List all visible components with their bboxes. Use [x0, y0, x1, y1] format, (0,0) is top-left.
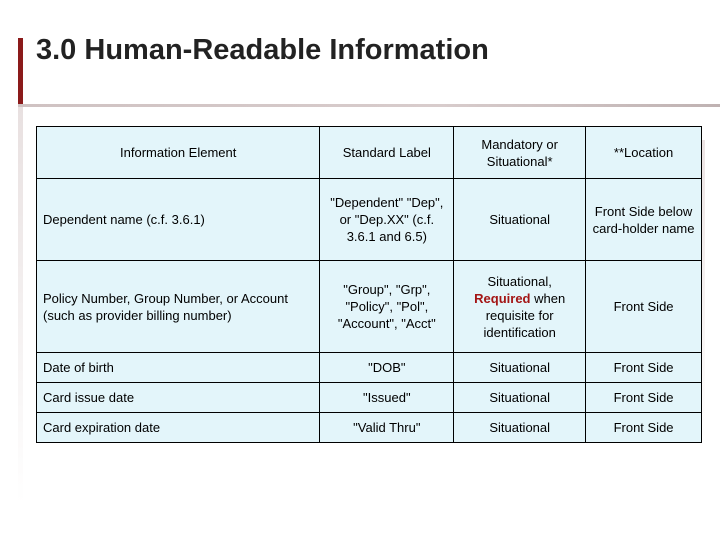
cell-standard-label: "Issued" [320, 383, 454, 413]
cell-standard-label: "DOB" [320, 353, 454, 383]
accent-bar-fade [18, 104, 23, 504]
table-row [37, 413, 702, 443]
cell-location: Front Side [586, 353, 702, 383]
cell-element: Policy Number, Group Number, or Account (such as provider billing number) [37, 261, 320, 353]
header-standard-label: Standard Label [320, 127, 454, 179]
cell-standard-label: "Dependent" "Dep", or "Dep.XX" (c.f. 3.6.1 and 6.5) [320, 179, 454, 261]
requirement-prefix: Situational, [487, 273, 552, 289]
cell-location: Front Side [586, 261, 702, 353]
header-mandatory-situational: Mandatory or Situational* [454, 127, 586, 179]
cell-requirement: Situational [454, 353, 586, 383]
cell-location: Front Side [586, 413, 702, 443]
requirement-emphasis: Required [474, 290, 531, 306]
cell-element: Date of birth [37, 353, 320, 383]
title-divider [18, 104, 720, 107]
cell-requirement: Situational [454, 179, 586, 261]
cell-location: Front Side [586, 383, 702, 413]
cell-element: Dependent name (c.f. 3.6.1) [37, 179, 320, 261]
cell-standard-label: "Valid Thru" [320, 413, 454, 443]
info-table [36, 126, 702, 443]
table-row [37, 179, 702, 261]
cell-standard-label: "Group", "Grp", "Policy", "Pol", "Account", "Acct" [320, 261, 454, 353]
table-row [37, 353, 702, 383]
cell-requirement: Situational [454, 413, 586, 443]
cell-location: Front Side below card-holder name [586, 179, 702, 261]
table-header-row [37, 127, 702, 179]
table-row [37, 261, 702, 353]
header-information-element: Information Element [37, 127, 320, 179]
cell-element: Card issue date [37, 383, 320, 413]
accent-bar [18, 38, 23, 104]
side-decoration [702, 140, 705, 440]
requirement-suffix: when requisite for identification [483, 290, 566, 340]
header-location: **Location [586, 127, 702, 179]
cell-requirement [454, 261, 586, 353]
slide-title: 3.0 Human-Readable Information [36, 34, 489, 66]
table-row [37, 383, 702, 413]
cell-requirement: Situational [454, 383, 586, 413]
cell-element: Card expiration date [37, 413, 320, 443]
